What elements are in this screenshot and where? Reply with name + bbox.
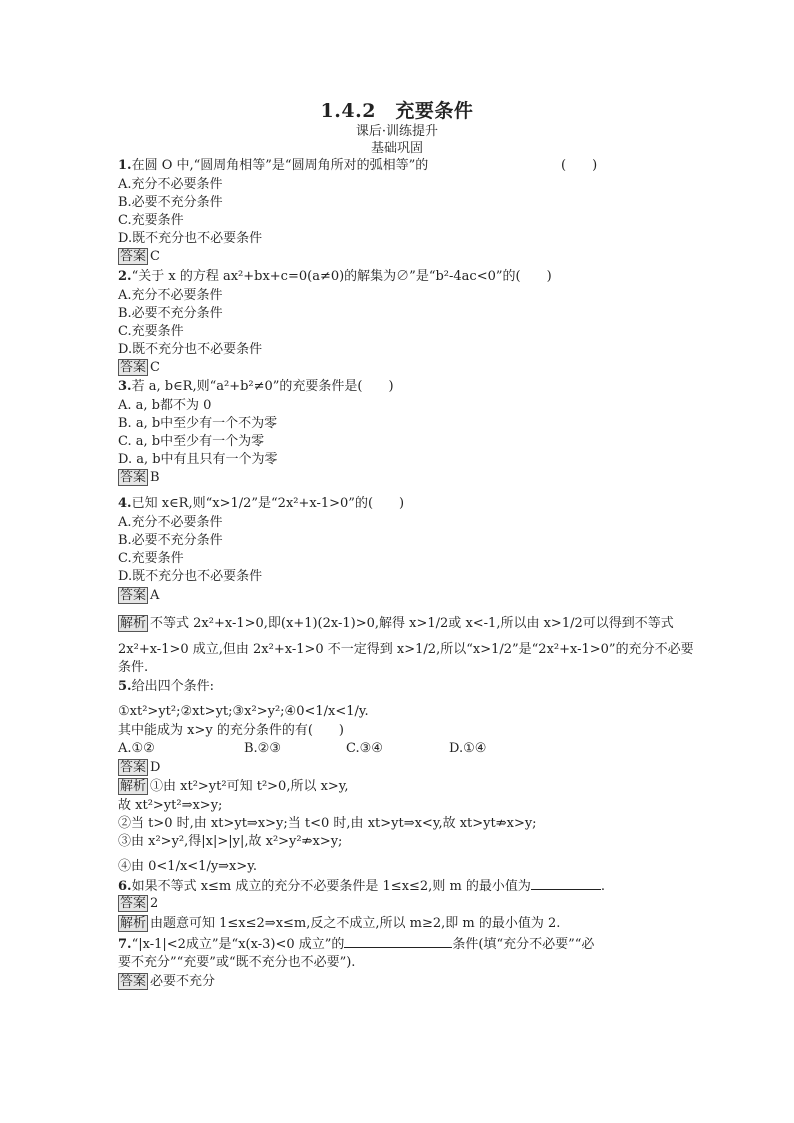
question-5-stem: 5.给出四个条件: [118, 679, 214, 694]
question-7-stem-line-1: 7.“|x-1|<2成立”是“x(x-3)<0 成立”的 条件(填“充分不必要”“必 [118, 937, 595, 952]
question-5-conditions: ①xt²>yt²;②xt>yt;③x²>y²;④0<1/x<1/y. [118, 704, 369, 719]
answer-label: 答案 [120, 470, 147, 485]
question-5-analysis-line-4: ③由 x²>y²,得|x|>|y|,故 x²>y²⇏x>y; [118, 834, 343, 849]
question-6-stem: 6.如果不等式 x≤m 成立的充分不必要条件是 1≤x≤2,则 m 的最小值为 . [118, 879, 606, 894]
question-5-analysis-line-5: ④由 0<1/x<1/y⇒x>y. [118, 859, 258, 874]
question-1-option-c: C.充要条件 [118, 213, 184, 228]
question-5-option-c: C.③④ [346, 741, 383, 756]
answer-label: 答案 [120, 760, 147, 775]
question-5-option-d: D.①④ [449, 741, 487, 756]
question-6-answer: 答案 2 [120, 896, 159, 911]
question-2-answer: 答案 C [120, 360, 160, 375]
question-2-option-a: A.充分不必要条件 [118, 288, 223, 303]
question-1-answer: 答案 C [120, 249, 160, 264]
question-4-analysis-line-2: 2x²+x-1>0 成立,但由 2x²+x-1>0 不一定得到 x>1/2,所以“x>1/2”是“2x²+x-1>0”的充分不必要 [118, 642, 694, 657]
answer-label: 答案 [120, 360, 147, 375]
answer-label: 答案 [120, 588, 147, 603]
answer-label: 答案 [120, 896, 147, 911]
question-5-option-a: A.①② [118, 741, 155, 756]
question-3-stem: 3.若 a, b∈R,则“a²+b²≠0”的充要条件是( ) [118, 379, 394, 394]
fill-blank[interactable] [344, 935, 452, 948]
question-4-answer: 答案 A [120, 588, 160, 603]
question-1-option-d: D.既不充分也不必要条件 [118, 231, 263, 246]
page-subtitle: 课后·训练提升 [355, 124, 439, 139]
answer-label: 答案 [120, 974, 147, 989]
question-5-stem-2: 其中能成为 x>y 的充分条件的有( ) [118, 723, 344, 738]
question-5-analysis-line-1: 解析 ①由 xt²>yt²可知 t²>0,所以 x>y, [120, 779, 349, 794]
question-1-paren: ( ) [561, 158, 598, 173]
question-5-answer: 答案 D [120, 760, 161, 775]
question-2-option-c: C.充要条件 [118, 324, 184, 339]
answer-label: 答案 [120, 249, 147, 264]
question-4-option-d: D.既不充分也不必要条件 [118, 569, 263, 584]
question-3-option-a: A. a, b都不为 0 [118, 398, 212, 413]
fill-blank[interactable] [531, 877, 601, 890]
question-5-analysis-line-3: ②当 t>0 时,由 xt>yt⇒x>y;当 t<0 时,由 xt>yt⇒x<y,故 xt>yt⇏x>y; [118, 816, 537, 831]
question-4-option-a: A.充分不必要条件 [118, 515, 223, 530]
question-4-option-b: B.必要不充分条件 [118, 533, 223, 548]
question-5-option-b: B.②③ [244, 741, 281, 756]
question-3-option-d: D. a, b中有且只有一个为零 [118, 452, 278, 467]
question-2-stem: 2.“关于 x 的方程 ax²+bx+c=0(a≠0)的解集为∅”是“b²-4ac<0”的( ) [118, 269, 552, 284]
question-2-option-d: D.既不充分也不必要条件 [118, 342, 263, 357]
question-4-stem: 4.已知 x∈R,则“x>1/2”是“2x²+x-1>0”的( ) [118, 496, 405, 511]
question-7-answer: 答案 必要不充分 [120, 974, 216, 989]
question-3-option-c: C. a, b中至少有一个为零 [118, 434, 265, 449]
question-4-analysis-line-1: 解析 不等式 2x²+x-1>0,即(x+1)(2x-1)>0,解得 x>1/2或 x<-1,所以由 x>1/2可以得到不等式 [120, 616, 674, 631]
question-6-analysis: 解析 由题意可知 1≤x≤2⇒x≤m,反之不成立,所以 m≥2,即 m 的最小值为 2. [120, 916, 561, 931]
question-5-analysis-line-2: 故 xt²>yt²⇒x>y; [118, 798, 223, 813]
question-7-stem-line-2: 要不充分”“充要”或“既不充分也不必要”). [118, 955, 356, 970]
analysis-label: 解析 [120, 616, 147, 631]
question-2-option-b: B.必要不充分条件 [118, 306, 223, 321]
question-4-option-c: C.充要条件 [118, 551, 184, 566]
question-3-answer: 答案 B [120, 470, 160, 485]
question-1-option-b: B.必要不充分条件 [118, 195, 223, 210]
question-1-stem: 1.在圆 O 中,“圆周角相等”是“圆周角所对的弧相等”的 [118, 158, 429, 173]
analysis-label: 解析 [120, 916, 147, 931]
analysis-label: 解析 [120, 779, 147, 794]
question-3-option-b: B. a, b中至少有一个不为零 [118, 416, 278, 431]
section-heading: 基础巩固 [370, 141, 423, 156]
question-4-analysis-line-3: 条件. [118, 660, 149, 675]
page-title: 1.4.2 充要条件 [320, 100, 474, 122]
question-1-option-a: A.充分不必要条件 [118, 177, 223, 192]
